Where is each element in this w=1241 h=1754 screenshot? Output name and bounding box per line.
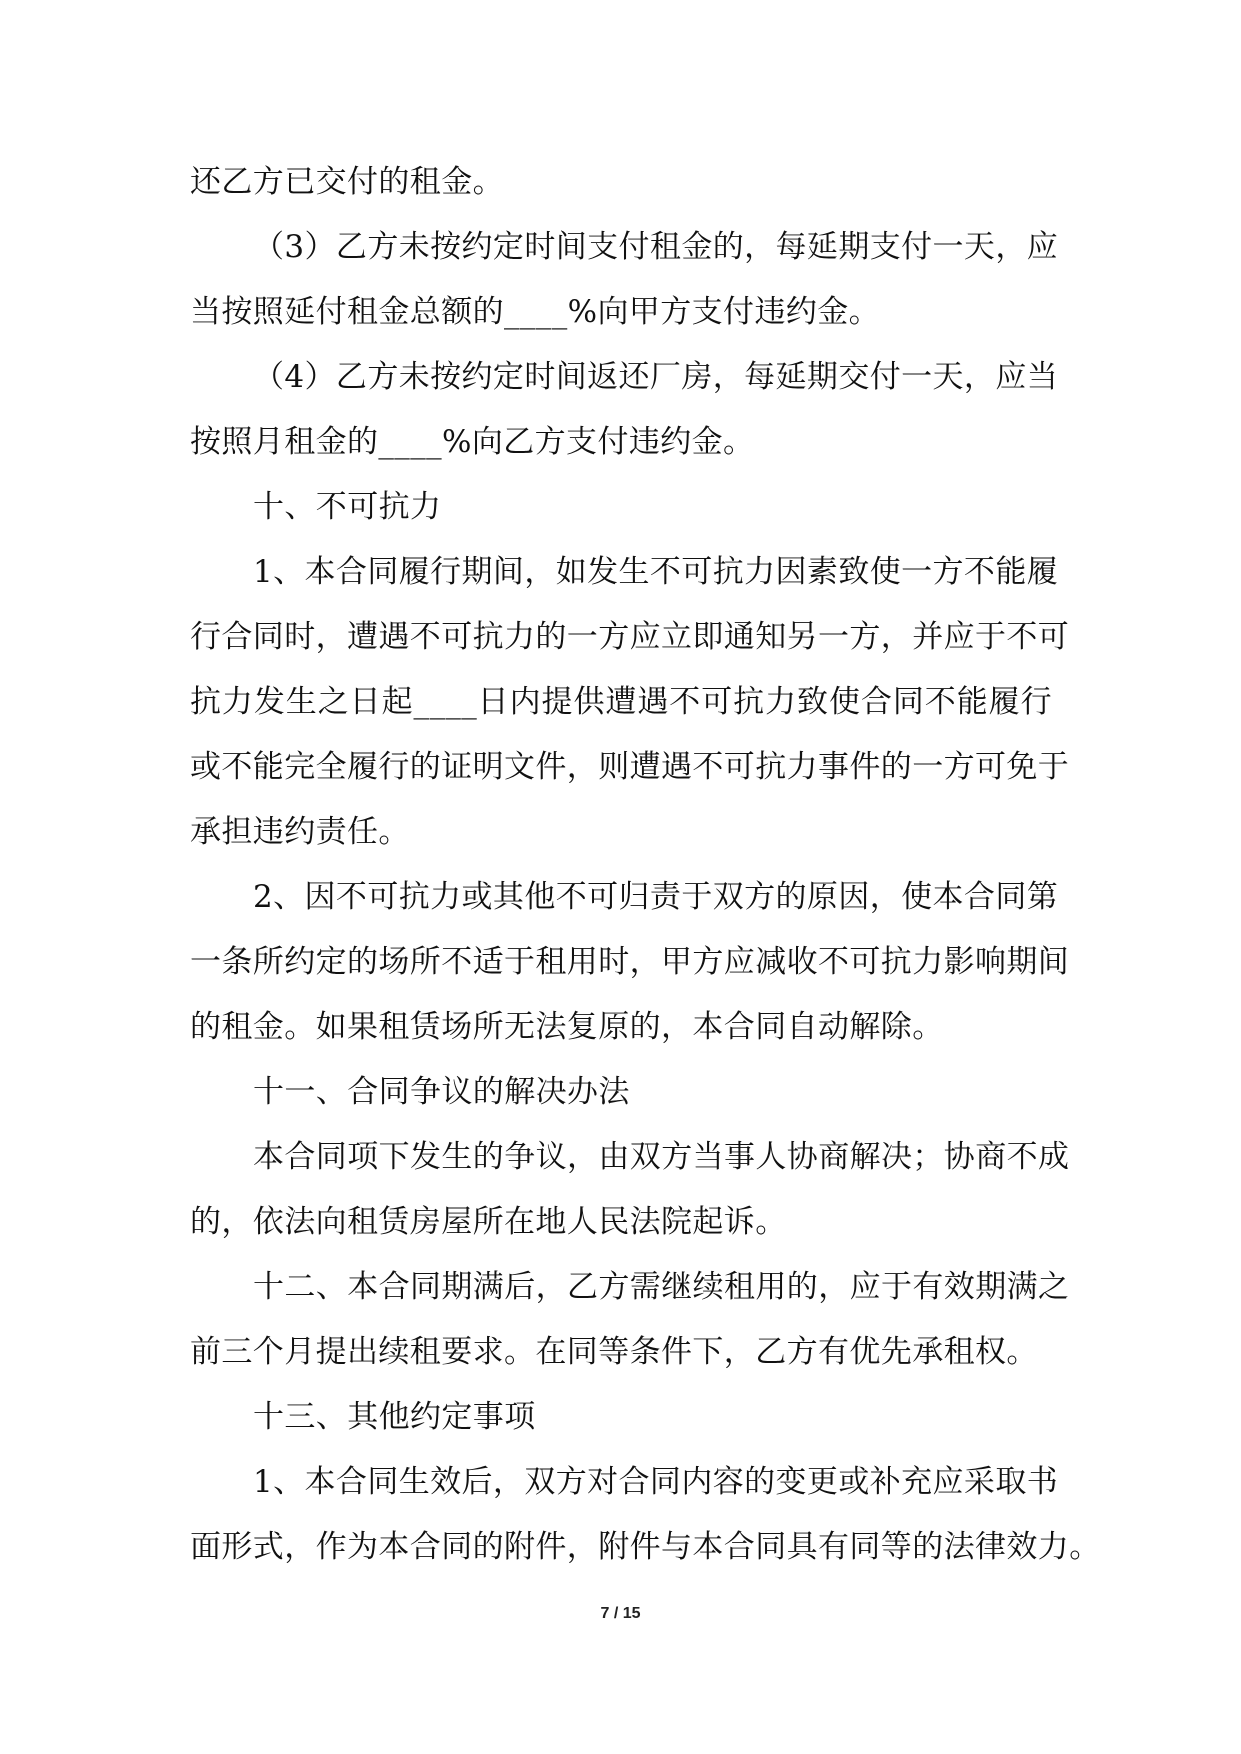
text-line: 按照月租金的____%向乙方支付违约金。: [190, 424, 755, 460]
text-line: 一条所约定的场所不适于租用时，甲方应减收不可抗力影响期间: [190, 944, 1070, 980]
text-line: 行合同时，遭遇不可抗力的一方应立即通知另一方，并应于不可: [190, 619, 1070, 655]
text-line: （4）乙方未按约定时间返还厂房，每延期交付一天，应当: [253, 359, 1059, 395]
text-line: 1、本合同生效后，双方对合同内容的变更或补充应采取书: [253, 1464, 1059, 1500]
text-line: 十二、本合同期满后，乙方需继续租用的，应于有效期满之: [253, 1269, 1070, 1305]
text-line: 面形式，作为本合同的附件，附件与本合同具有同等的法律效力。: [190, 1529, 1101, 1565]
section-heading: 十一、合同争议的解决办法: [253, 1074, 630, 1110]
document-body: [190, 150, 1101, 1580]
text-line: 当按照延付租金总额的____%向甲方支付违约金。: [190, 294, 881, 330]
text-line: 抗力发生之日起____日内提供遭遇不可抗力致使合同不能履行: [190, 684, 1052, 720]
text-line: 承担违约责任。: [190, 814, 410, 850]
text-line: （3）乙方未按约定时间支付租金的，每延期支付一天，应: [253, 229, 1059, 265]
text-line: 本合同项下发生的争议，由双方当事人协商解决；协商不成: [253, 1139, 1070, 1175]
section-heading: 十、不可抗力: [253, 489, 442, 525]
page-number: 7 / 15: [600, 1605, 641, 1622]
text-line: 前三个月提出续租要求。在同等条件下，乙方有优先承租权。: [190, 1334, 1038, 1370]
text-line: 2、因不可抗力或其他不可归责于双方的原因，使本合同第: [253, 879, 1059, 915]
section-heading: 十三、其他约定事项: [253, 1399, 536, 1435]
text-line: 1、本合同履行期间，如发生不可抗力因素致使一方不能履: [253, 554, 1059, 590]
text-line: 的，依法向租赁房屋所在地人民法院起诉。: [190, 1204, 787, 1240]
text-line: 还乙方已交付的租金。: [190, 164, 504, 200]
text-line: 或不能完全履行的证明文件，则遭遇不可抗力事件的一方可免于: [190, 749, 1070, 785]
text-line: 的租金。如果租赁场所无法复原的，本合同自动解除。: [190, 1009, 944, 1045]
